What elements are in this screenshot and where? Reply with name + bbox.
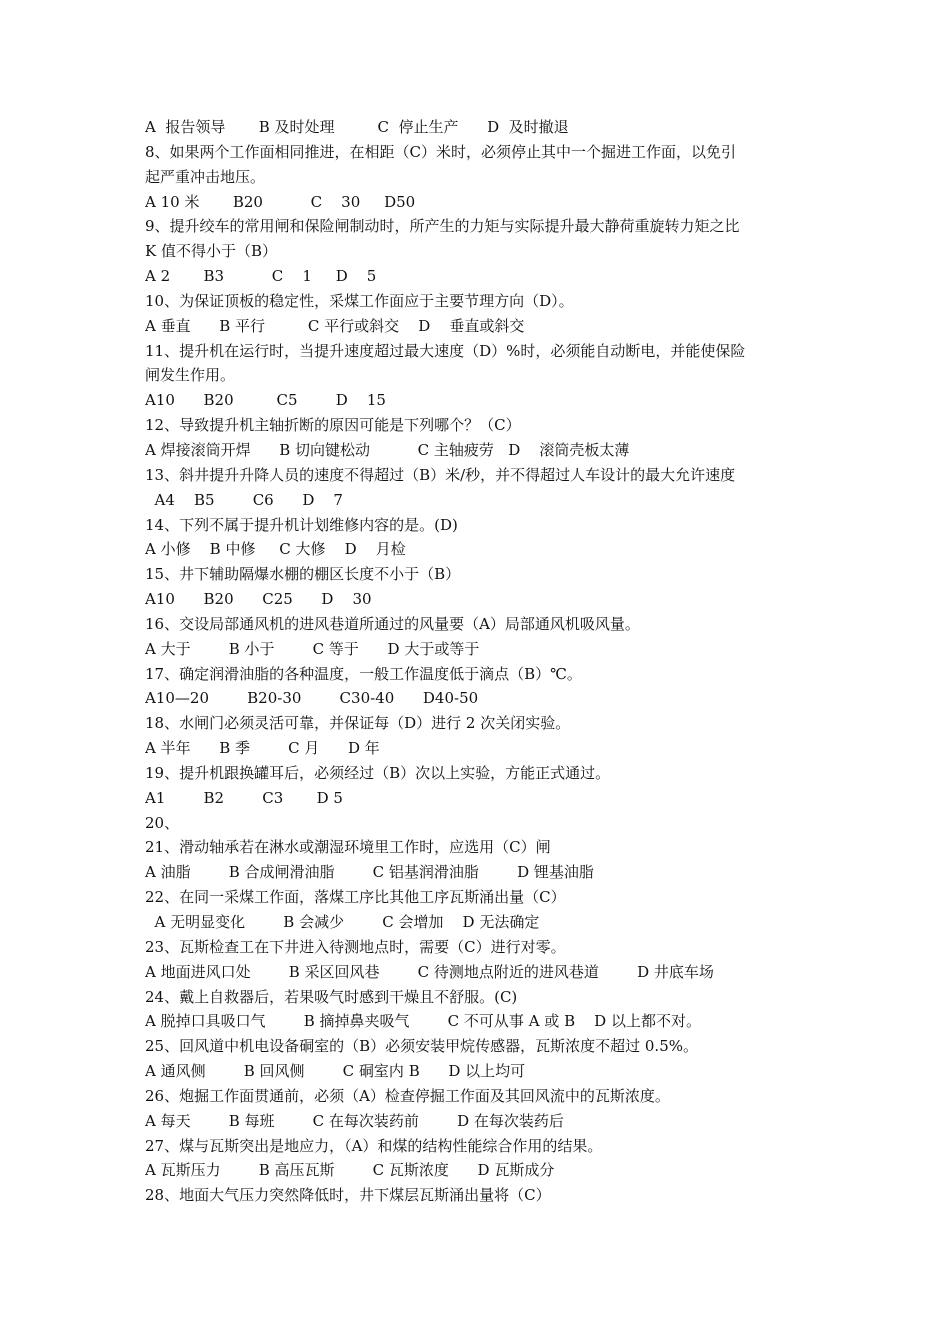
text-line: A1 B2 C3 D 5 <box>145 788 343 807</box>
text-line: A 10 米 B20 C 30 D50 <box>145 192 416 211</box>
question-list <box>145 115 815 1208</box>
text-line: 22、在同一采煤工作面，落煤工序比其他工序瓦斯涌出量（C） <box>145 888 566 907</box>
text-line: 8、如果两个工作面相同推进，在相距（C）米时，必须停止其中一个掘进工作面，以免引 <box>145 142 737 161</box>
text-line: 16、交设局部通风机的进风巷道所通过的风量要（A）局部通风机吸风量。 <box>145 614 640 633</box>
text-line: 26、炮掘工作面贯通前，必须（A）检查停掘工作面及其回风流中的瓦斯浓度。 <box>145 1086 670 1105</box>
text-line: A 通风侧 B 回风侧 C 硐室内 B D 以上均可 <box>145 1062 526 1081</box>
text-line: 闸发生作用。 <box>145 366 236 385</box>
text-line: 23、瓦斯检查工在下井进入待测地点时，需要（C）进行对零。 <box>145 937 566 956</box>
text-line: A 垂直 B 平行 C 平行或斜交 D 垂直或斜交 <box>145 316 525 335</box>
text-line: K 值不得小于（B） <box>145 242 277 261</box>
text-line: 21、滑动轴承若在淋水或潮湿环境里工作时，应选用（C）闸 <box>145 838 551 857</box>
text-line: 18、水闸门必须灵活可靠，并保证每（D）进行 2 次关闭实验。 <box>145 714 571 733</box>
text-line: A 报告领导 B 及时处理 C 停止生产 D 及时撤退 <box>145 118 569 136</box>
text-line: A 小修 B 中修 C 大修 D 月检 <box>145 540 406 559</box>
text-line: A 油脂 B 合成闸滑油脂 C 铝基润滑油脂 D 锂基油脂 <box>145 863 594 882</box>
text-line: A 大于 B 小于 C 等于 D 大于或等于 <box>145 639 480 658</box>
text-line: 20、 <box>145 813 180 832</box>
text-line: 13、斜井提升升降人员的速度不得超过（B）米/秒，并不得超过人车设计的最大允许速度 <box>145 465 736 484</box>
text-line: 起严重冲击地压。 <box>145 167 266 186</box>
text-line: 14、下列不属于提升机计划维修内容的是。(D) <box>145 515 458 534</box>
text-line: 19、提升机跟换罐耳后，必须经过（B）次以上实验，方能正式通过。 <box>145 763 611 782</box>
text-line: 11、提升机在运行时，当提升速度超过最大速度（D）%时，必须能自动断电，并能使保险 <box>145 341 746 360</box>
text-line: 27、煤与瓦斯突出是地应力，（A）和煤的结构性能综合作用的结果。 <box>145 1136 603 1155</box>
text-line: 17、确定润滑油脂的各种温度，一般工作温度低于滴点（B）℃。 <box>145 664 582 683</box>
text-line: A 脱掉口具吸口气 B 摘掉鼻夹吸气 C 不可从事 A 或 B D 以上都不对。 <box>145 1012 701 1031</box>
text-line: A 2 B3 C 1 D 5 <box>145 267 377 286</box>
text-line: 9、提升绞车的常用闸和保险闸制动时，所产生的力矩与实际提升最大静荷重旋转力矩之比 <box>145 217 740 236</box>
text-line: A 焊接滚筒开焊 B 切向键松动 C 主轴疲劳 D 滚筒壳板太薄 <box>145 440 630 459</box>
text-line: 25、回风道中机电设备硐室的（B）必须安装甲烷传感器，瓦斯浓度不超过 0.5%。 <box>145 1037 698 1056</box>
text-line: A 瓦斯压力 B 高压瓦斯 C 瓦斯浓度 D 瓦斯成分 <box>145 1161 555 1180</box>
text-line: A 半年 B 季 C 月 D 年 <box>145 739 380 758</box>
text-line: A10 B20 C5 D 15 <box>145 391 386 410</box>
text-line: 12、导致提升机主轴折断的原因可能是下列哪个？（C） <box>145 416 521 435</box>
text-line: A 地面进风口处 B 采区回风巷 C 待测地点附近的进风巷道 D 井底车场 <box>145 962 714 981</box>
text-line: 10、为保证顶板的稳定性，采煤工作面应于主要节理方向（D）。 <box>145 291 574 310</box>
text-line: A10—20 B20-30 C30-40 D40-50 <box>145 689 479 708</box>
text-line: A4 B5 C6 D 7 <box>145 490 343 509</box>
text-line: A 每天 B 每班 C 在每次装药前 D 在每次装药后 <box>145 1111 564 1130</box>
text-line: 15、井下辅助隔爆水棚的棚区长度不小于（B） <box>145 565 461 584</box>
text-line: 24、戴上自救器后，若果吸气时感到干燥且不舒服。(C) <box>145 987 518 1006</box>
text-line: A10 B20 C25 D 30 <box>145 590 372 609</box>
text-line: 28、地面大气压力突然降低时，井下煤层瓦斯涌出量将（C） <box>145 1186 551 1205</box>
text-line: A 无明显变化 B 会减少 C 会增加 D 无法确定 <box>145 913 540 931</box>
